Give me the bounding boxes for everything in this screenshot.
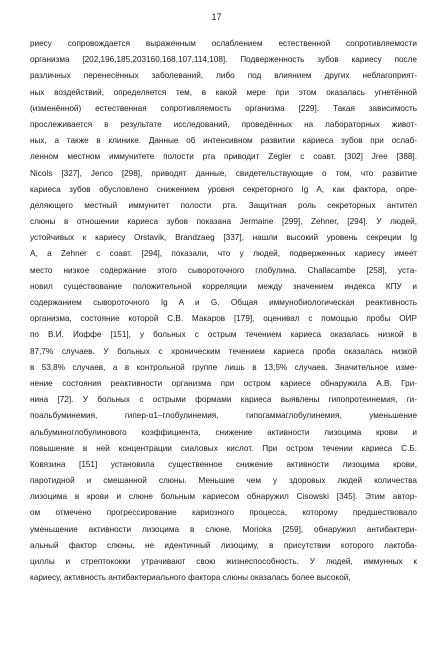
text-line: (изменённой) естественная сопротивляемость организма [229]. Такая зависимость — [30, 103, 417, 113]
page-number: 17 — [211, 12, 222, 22]
text-line: кариесу, активность антибактериального фактора слюны оказалась более высокой, — [30, 573, 351, 583]
text-line: альбуминоглобулинового коэффициента, снижение активности лизоцима крови и — [30, 427, 417, 437]
text-line: нение состояния реактивности организма при остром кариесе обнаружила А.В. Гри- — [30, 378, 417, 388]
text-line: Nicols [327], Jenco [298], приводят данные, свидетельствующие о том, что развитие — [30, 168, 417, 178]
text-line: организма, состояние которой С.В. Макаров [179], оценивал с помощью пробы ОИР — [30, 314, 417, 324]
text-line: место низкое содержание этого сывороточного глобулина. Challacambe [258], уста- — [30, 265, 417, 275]
text-line: ом отмечено прогрессирование кариозного процесса, которому предшествовало — [30, 508, 417, 518]
text-line: ных воздействий, определяется тем, в какой мере при этом оказалась угнетённой — [30, 87, 417, 97]
text-line: повышение в ней концентрации сиаловых кислот. При остром течении кариеса С.Б. — [30, 443, 417, 453]
text-line: паротидной и смешанной слюны. Меньшие чем у здоровых людей количества — [30, 476, 417, 486]
text-line: 87,7% случаев. У больных с хроническим течением кариеса проба оказалась низкой — [30, 346, 417, 356]
text-line: лизоцима в крови и слюне больным кариесом обнаружил Cisowski [345]. Этим автор- — [30, 492, 417, 502]
text-line: A, а Zehner с соавт. [294], показали, что у людей, подверженных кариесу имеет — [30, 249, 417, 259]
text-line: риесу сопровождается выраженным ослаблением естественной сопротивляемости — [30, 39, 417, 48]
body-text — [30, 36, 417, 586]
text-line: различных перенесённых заболеваний, либо под влиянием других неблагоприят- — [30, 71, 417, 81]
text-line: новил существование положительной корреляции между значением индекса КПУ и — [30, 281, 417, 291]
text-line: нина [72]. У больных с острыми формами кариеса выявлены гипопротеинемия, ги- — [30, 395, 417, 405]
text-line: по В.И. Иоффе [151], у больных с острым течением кариеса оказалась низкой в — [30, 330, 417, 340]
text-line: в 53,8% случаев, а в контрольной группе лишь в 13,5% случаев. Значительное изме- — [30, 362, 417, 372]
text-line: поальбуминемия, гипер-α1–глобулинемия, гипогаммаглобулинемия, уменьшение — [30, 411, 417, 421]
text-line: организма [202,196,185,203160,168,107,114,108]. Подверженность зубов кариесу после — [30, 55, 417, 65]
text-line: ных, а также в клинике. Данные об интенсивном развитии кариеса зубов при ослаб- — [30, 136, 417, 146]
text-line: циллы и стрептококки утрачивают свою жизнеспособность. У людей, иммунных к — [30, 557, 417, 566]
text-line: Ковязина [151] установила существенное снижение активности лизоцима крови, — [30, 459, 417, 469]
text-line: прослеживается в результате исследований, проведённых на лабораторных живот- — [30, 119, 417, 129]
text-line: альный фактор слюны, не идентичный лизоциму, в присутствии которого лактоба- — [30, 540, 417, 550]
text-line: слюны в отношении кариеса зубов показана Jermaine [299], Zehner, [294]. У людей, — [30, 217, 417, 227]
text-line: содержанием сывороточного Ig A и G. Общая иммунобиологическая реактивность — [30, 298, 417, 307]
text-line: кариеса зубов обусловлено снижением уровня секреторного Ig A, как фактора, опре- — [30, 184, 417, 194]
text-line: устойчивых к кариесу Orstavik, Brandzaeg [337], нашли высокий уровень секреции Ig — [30, 233, 417, 243]
text-line: деляющего местный иммунитет полости рта. Защитная роль секреторных антител — [30, 200, 417, 210]
text-line: ленном местном иммунитете полости рта приводит Zegler с соавт. [302] Jree [388]. — [30, 152, 417, 162]
text-line: уменьшение активности лизоцима в слюне. Morioka [259], обнаружил антибактери- — [30, 524, 417, 534]
